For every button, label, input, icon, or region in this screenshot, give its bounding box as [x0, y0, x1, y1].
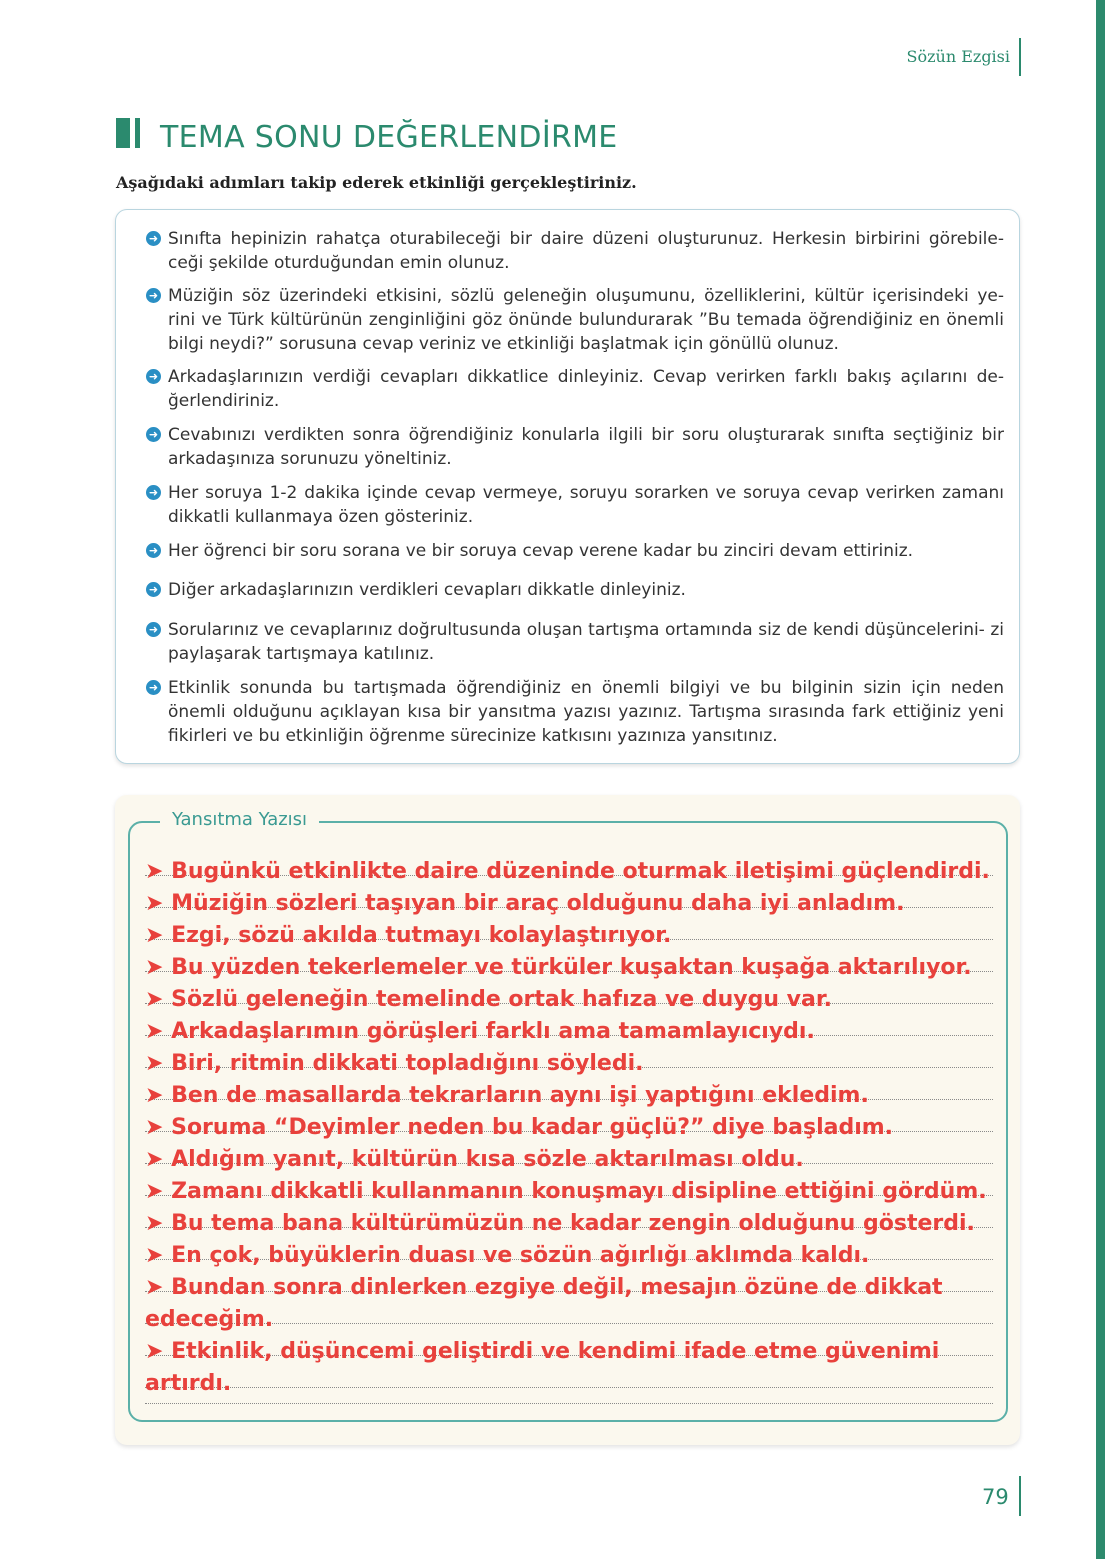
step-item [146, 284, 1004, 356]
section-title: TEMA SONU DEĞERLENDİRME [160, 120, 618, 155]
arrow-right-circle-icon: ➜ [146, 582, 161, 597]
steps-panel [115, 209, 1020, 764]
arrow-right-circle-icon: ➜ [146, 543, 161, 558]
step-text: Etkinlik sonunda bu tartışmada öğrendiğiniz en önemli bilgiyi ve bu bilginin sizin için neden önemli olduğunu açıklayan kısa bir yansıtma yazısı yazınız. Tartışma sırasında fark ettiğiniz yeni fikirleri ve bu etkinliğin öğrenme sürecinize katkısını yazınıza yansıtınız. [168, 678, 1004, 746]
step-text: Her öğrenci bir soru sorana ve bir soruya cevap verene kadar bu zinciri devam ettiriniz. [168, 541, 914, 561]
arrow-right-circle-icon: ➜ [146, 680, 161, 695]
step-item [146, 618, 1004, 666]
reflection-answer: ➤ Etkinlik, düşüncemi geliştirdi ve kendimi ifade etme güvenimi artırdı. [145, 1339, 940, 1396]
reflection-answer: ➤ Bundan sonra dinlerken ezgiye değil, mesajın özüne de dikkat edeceğim. [145, 1275, 943, 1332]
reflection-answer: ➤ Biri, ritmin dikkati topladığını söyledi. [145, 1051, 644, 1076]
reflection-title: Yansıtma Yazısı [160, 809, 319, 830]
reflection-answer: ➤ Bugünkü etkinlikte daire düzeninde oturmak iletişimi güçlendirdi. [145, 859, 990, 884]
reflection-answer: ➤ Ezgi, sözü akılda tutmayı kolaylaştırıyor. [145, 923, 672, 948]
header-divider [1019, 38, 1021, 76]
step-item [146, 676, 1004, 748]
step-text: Cevabınızı verdikten sonra öğrendiğiniz konularla ilgili bir soru oluşturarak sınıfta seçtiğiniz bir arkadaşınıza sorunuzu yöneltiniz. [168, 425, 1004, 469]
arrow-right-circle-icon: ➜ [146, 288, 161, 303]
page-number: 79 [982, 1485, 1009, 1509]
step-item [146, 539, 1004, 563]
section-marker [116, 118, 130, 148]
reflection-answer: ➤ Bu tema bana kültürümüzün ne kadar zengin olduğunu gösterdi. [145, 1211, 975, 1236]
arrow-right-circle-icon: ➜ [146, 622, 161, 637]
reflection-answer: ➤ Aldığım yanıt, kültürün kısa sözle aktarılması oldu. [145, 1147, 804, 1172]
reflection-answer: ➤ Zamanı dikkatli kullanmanın konuşmayı disipline ettiğini gördüm. [145, 1179, 987, 1204]
writing-line [145, 1403, 993, 1404]
section-marker-thin [135, 118, 140, 148]
step-item [146, 365, 1004, 413]
step-text: Her soruya 1-2 dakika içinde cevap vermeye, soruyu sorarken ve soruya cevap verirken zamanı dikkatli kullanmaya özen gösteriniz. [168, 483, 1004, 527]
reflection-answer: ➤ Bu yüzden tekerlemeler ve türküler kuşaktan kuşağa aktarılıyor. [145, 955, 972, 980]
arrow-right-circle-icon: ➜ [146, 231, 161, 246]
step-text: Diğer arkadaşlarınızın verdikleri cevapları dikkatle dinleyiniz. [168, 580, 686, 600]
instruction-text: Aşağıdaki adımları takip ederek etkinliği gerçekleştiriniz. [116, 173, 637, 192]
arrow-right-circle-icon: ➜ [146, 427, 161, 442]
step-item [146, 578, 1004, 602]
reflection-answer: ➤ Ben de masallarda tekrarların aynı işi yaptığını ekledim. [145, 1083, 869, 1108]
reflection-answer: ➤ Sözlü geleneğin temelinde ortak hafıza ve duygu var. [145, 987, 832, 1012]
reflection-answer: ➤ Müziğin sözleri taşıyan bir araç olduğunu daha iyi anladım. [145, 891, 905, 916]
step-text: Arkadaşlarınızın verdiği cevapları dikkatlice dinleyiniz. Cevap verirken farklı bakış açılarını de- ğerlendiriniz. [168, 367, 1004, 411]
arrow-right-circle-icon: ➜ [146, 369, 161, 384]
running-title: Sözün Ezgisi [906, 47, 1010, 66]
reflection-answer: ➤ Soruma “Deyimler neden bu kadar güçlü?” diye başladım. [145, 1115, 894, 1140]
step-item [146, 481, 1004, 529]
arrow-right-circle-icon: ➜ [146, 485, 161, 500]
reflection-answer: ➤ Arkadaşlarımın görüşleri farklı ama tamamlayıcıydı. [145, 1019, 815, 1044]
reflection-answer: ➤ En çok, büyüklerin duası ve sözün ağırlığı aklımda kaldı. [145, 1243, 870, 1268]
step-item [146, 227, 1004, 275]
footer-divider [1019, 1476, 1021, 1516]
step-text: Sorularınız ve cevaplarınız doğrultusunda oluşan tartışma ortamında siz de kendi düşüncelerini- zi paylaşarak tartışmaya katılınız. [168, 620, 1004, 664]
step-text: Sınıfta hepinizin rahatça oturabileceği bir daire düzeni oluşturunuz. Herkesin birbirini görebile- ceği şekilde oturduğundan emin olunuz. [168, 229, 1004, 273]
step-text: Müziğin söz üzerindeki etkisini, sözlü geleneğin oluşumunu, özelliklerini, kültür içerisindeki ye- rini ve Türk kültürünün zenginliğini göz önünde bulundurarak ”Bu temada öğrendiğiniz en önemli bilgi neydi?” sorusuna cevap veriniz ve etkinliği başlatmak için gönüllü olunuz. [168, 286, 1004, 354]
step-item [146, 423, 1004, 471]
page-edge-band [1096, 0, 1105, 1559]
